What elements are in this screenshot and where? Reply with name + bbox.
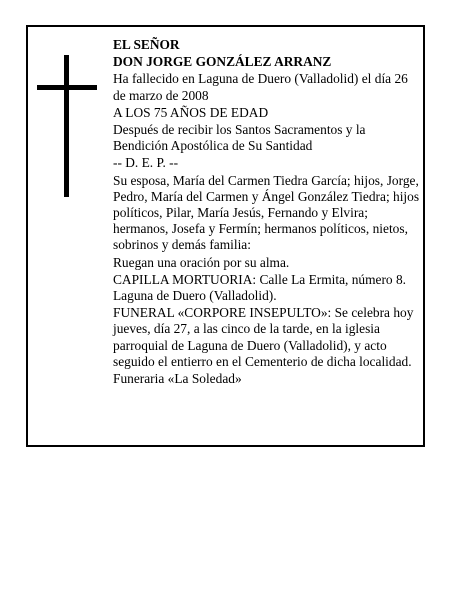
prayer-request: Ruegan una oración por su alma. [113,254,290,270]
funeral-info: FUNERAL «CORPORE INSEPULTO»: Se celebra hoy jueves, día 27, a las cinco de la tarde, en la iglesia parroquial de Laguna de Duero (Valladolid), y acto seguido el entierro en el Cementerio de dicha localidad. [113,305,414,369]
rest-in-peace: -- D. E. P. -- [113,155,179,171]
sacraments-text: Después de recibir los Santos Sacramentos y la Bendición Apostólica de Su Santidad [113,122,366,154]
cross-icon [37,55,97,197]
obituary-text [113,37,421,388]
deceased-name: DON JORGE GONZÁLEZ ARRANZ [113,54,332,70]
deceased-honorific: EL SEÑOR [113,37,180,52]
chapel-info: CAPILLA MORTUORIA: Calle La Ermita, número 8. Laguna de Duero (Valladolid). [113,271,407,304]
cross-horizontal-bar [37,85,97,90]
family-list: Su esposa, María del Carmen Tiedra García; hijos, Jorge, Pedro, María del Carmen y Ángel González Tiedra; hijos políticos, Pilar, María Jesús, Fernando y Elvira; hermanos, Josefa y Fermín; hermanos políticos, nietos, sobrinos y demás familia: [113,172,420,253]
cross-vertical-bar [64,55,69,197]
funeral-home: Funeraria «La Soledad» [113,371,242,387]
death-info: Ha fallecido en Laguna de Duero (Valladolid) el día 26 de marzo de 2008 [113,71,408,103]
age-at-death: A LOS 75 AÑOS DE EDAD [113,104,269,120]
